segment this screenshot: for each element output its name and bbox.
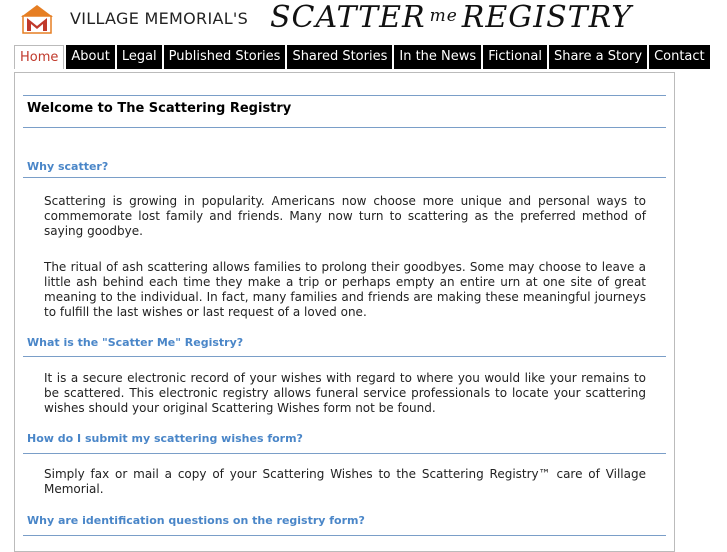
- page-title: Welcome to The Scattering Registry: [27, 101, 292, 116]
- site-title-registry: REGISTRY: [461, 0, 633, 35]
- nav-in-the-news[interactable]: In the News: [394, 45, 481, 69]
- site-title-scatter: SCATTER: [270, 0, 426, 35]
- village-memorial-logo-icon: [20, 4, 54, 34]
- nav-fictional[interactable]: Fictional: [483, 45, 547, 69]
- divider: [23, 177, 666, 178]
- faq-answer: Scattering is growing in popularity. Americans now choose more unique and personal ways to commemorate lost family and friends. Many now turn to scattering as the preferred method of saying goodbye.: [44, 194, 646, 238]
- divider: [23, 453, 666, 454]
- divider: [23, 356, 666, 357]
- divider: [23, 95, 666, 96]
- nav-shared-stories[interactable]: Shared Stories: [287, 45, 392, 69]
- divider: [23, 535, 666, 536]
- nav-share-a-story[interactable]: Share a Story: [549, 45, 647, 69]
- faq-question: How do I submit my scattering wishes form?: [27, 432, 303, 445]
- site-title: [270, 0, 632, 35]
- faq-answer: It is a secure electronic record of your wishes with regard to where you would like your remains to be scattered. This electronic registry allows funeral service professionals to locate your scattering wishes should your original Scattering Wishes form not be found.: [44, 371, 646, 415]
- faq-question: Why scatter?: [27, 160, 109, 173]
- nav-published-stories[interactable]: Published Stories: [164, 45, 286, 69]
- faq-question: Why are identification questions on the registry form?: [27, 514, 365, 527]
- faq-question: What is the "Scatter Me" Registry?: [27, 336, 244, 349]
- site-title-me: me: [429, 6, 458, 26]
- divider: [23, 127, 666, 128]
- main-content: [14, 72, 675, 552]
- nav-home[interactable]: Home: [14, 45, 64, 69]
- nav-contact[interactable]: Contact: [649, 45, 710, 69]
- main-nav: [14, 45, 710, 69]
- brand-name: VILLAGE MEMORIAL'S: [70, 9, 249, 28]
- faq-answer: Simply fax or mail a copy of your Scattering Wishes to the Scattering Registry™ care of Village Memorial.: [44, 467, 646, 496]
- nav-legal[interactable]: Legal: [117, 45, 162, 69]
- faq-answer: The ritual of ash scattering allows families to prolong their goodbyes. Some may choose to leave a little ash behind each time they make a trip or perhaps empty an entire urn at one site of great meaning to the individual. In fact, many families and friends are making these meaningful journeys to fulfill the last wishes or last request of a loved one.: [44, 260, 646, 319]
- nav-about[interactable]: About: [66, 45, 114, 69]
